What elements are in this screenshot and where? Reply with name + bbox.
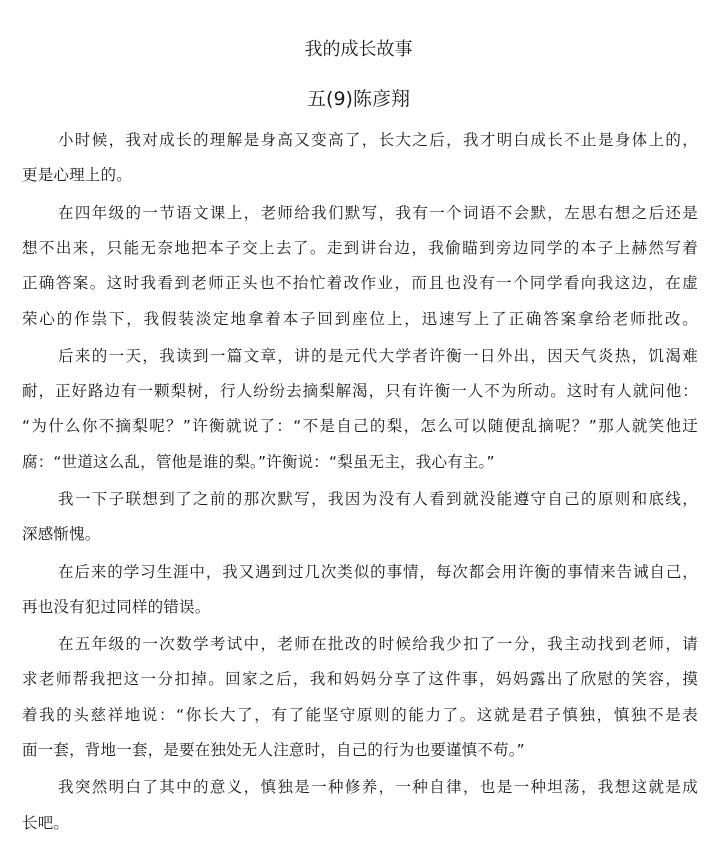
text-line: 着我的头慈祥地说：“你长大了，有了能坚守原则的能力了。这就是君子慎独，慎独不是表	[22, 706, 698, 724]
text-line: 后来的一天，我读到一篇文章，讲的是元代大学者许衡一日外出，因天气炎热，饥渴难	[58, 347, 698, 365]
author-line: 五(9)陈彦翔	[307, 88, 410, 110]
text-line: 荣心的作祟下，我假装淡定地拿着本子回到座位上，迅速写上了正确答案拿给老师批改。	[22, 310, 698, 328]
text-line: 深感惭愧。	[22, 525, 101, 543]
text-line: 长吧。	[22, 814, 70, 832]
text-line: 想不出来，只能无奈地把本子交上去了。走到讲台边，我偷瞄到旁边同学的本子上赫然写着	[22, 239, 698, 257]
text-line: 更是心理上的。	[22, 166, 132, 184]
text-line: 再也没有犯过同样的错误。	[22, 598, 211, 616]
text-line: 我一下子联想到了之前的那次默写，我因为没有人看到就没能遵守自己的原则和底线，	[58, 490, 698, 508]
text-line: 面一套，背地一套，是要在独处无人注意时，自己的行为也要谨慎不苟。”	[22, 741, 525, 759]
text-line: “为什么你不摘梨呢？”许衡就说了：“不是自己的梨，怎么可以随便乱摘呢？”那人就笑他迂	[22, 417, 698, 435]
text-line: 在四年级的一节语文课上，老师给我们默写，我有一个词语不会默，左思右想之后还是	[58, 204, 698, 222]
text-line: 求老师帮我把这一分扣掉。回家之后，我和妈妈分享了这件事，妈妈露出了欣慰的笑容，摸	[22, 670, 698, 688]
document-title: 我的成长故事	[304, 39, 413, 60]
text-line: 在后来的学习生涯中，我又遇到过几次类似的事情，每次都会用许衡的事情来告诫自己，	[58, 563, 698, 581]
text-line: 小时候，我对成长的理解是身高又变高了，长大之后，我才明白成长不止是身体上的，	[58, 131, 698, 149]
text-line: 正确答案。这时我看到老师正头也不抬忙着改作业，而且也没有一个同学看向我这边，在虚	[22, 274, 698, 292]
text-line: 在五年级的一次数学考试中，老师在批改的时候给我少扣了一分，我主动找到老师，请	[58, 635, 698, 653]
text-line: 腐：“世道这么乱，管他是谁的梨。”许衡说：“梨虽无主，我心有主。”	[22, 453, 495, 471]
text-line: 耐，正好路边有一颗梨树，行人纷纷去摘梨解渴，只有许衡一人不为所动。这时有人就问他：	[22, 382, 698, 400]
text-line: 我突然明白了其中的意义，慎独是一种修养，一种自律，也是一种坦荡，我想这就是成	[58, 778, 698, 796]
